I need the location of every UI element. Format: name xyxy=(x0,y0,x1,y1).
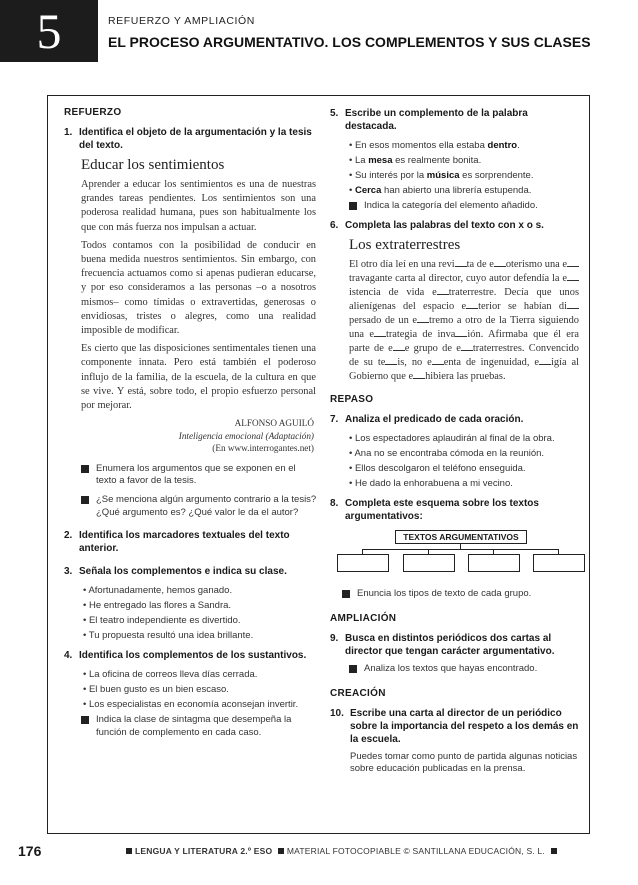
list-item: • Cerca han abierto una librería estupenda. xyxy=(349,183,579,198)
subquestion: Analiza los textos que hayas encontrado. xyxy=(349,663,579,676)
left-column xyxy=(48,96,318,745)
passage-paragraph: Aprender a educar los sentimientos es una de nuestras grandes tareas pendientes. Los sentimientos son una poderosa realidad humana, pues son habitualmente los que con más fuerza nos impulsan a actuar. xyxy=(81,179,316,233)
list-item: • Los espectadores aplaudirán al final de la obra. xyxy=(349,431,579,446)
question-7: 7. Analiza el predicado de cada oración. xyxy=(330,414,524,426)
page-number: 176 xyxy=(18,843,42,859)
q5-list xyxy=(349,138,579,198)
schema-leaf xyxy=(468,554,520,572)
question-5: 5. Escribe un complemento de la palabra destacada. xyxy=(330,108,528,132)
list-item: • He dado la enhorabuena a mi vecino. xyxy=(349,476,579,491)
subquestion: Enumera los argumentos que se exponen en el texto a favor de la tesis. xyxy=(81,463,318,488)
question-1: 1. Identifica el objeto de la argumentación y la tesis del texto. xyxy=(64,127,312,151)
list-item: • Ana no se encontraba cómoda en la reunión. xyxy=(349,446,579,461)
subquestion: Indica la categoría del elemento añadido. xyxy=(349,200,579,213)
fill-in-passage: El otro día leí en una revi ta de e oterismo una etravagante carta al director, cuyo autor defendía la eistencia de vida e traterrestre. Decía que unos alienígenas del espacio e terior se habían dipersado de un e tremo a otro de la Tierra siguiendo una e trategia de inva ión. Afirmaba que él era parte de e e grupo de e traterrestres. Convencido de su te is, no e enta de ingenuidad, e igía al Gobierno que e hibiera las pruebas. xyxy=(349,258,579,383)
subquestion: Indica la clase de sintagma que desempeña la función de complemento en cada caso. xyxy=(81,714,318,739)
passage-paragraph: Todos contamos con la posibilidad de conducir en buena medida nuestros sentimientos. Sin embargo, con frecuencia actuamos como si apenas pudieran educarse, y por eso consideramos a las personas –o a nosotros mismos– como tímidas o extravertidas, generosas o envidiosas, tristes o alegres, como una realidad imposible de modificar. xyxy=(81,239,316,337)
list-item: • El buen gusto es un bien escaso. xyxy=(83,682,318,697)
list-item: • Los especialistas en economía aconsejan invertir. xyxy=(83,697,318,712)
list-item: • Tu propuesta resultó una idea brillante. xyxy=(83,628,318,643)
q10-hint: Puedes tomar como punto de partida algunas noticias sobre educación publicadas en la prensa. xyxy=(350,750,578,775)
page-title: EL PROCESO ARGUMENTATIVO. LOS COMPLEMENTOS Y SUS CLASES xyxy=(108,34,591,50)
unit-number: 5 xyxy=(0,0,98,62)
passage-title: Los extraterrestres xyxy=(349,236,461,253)
schema-leaf xyxy=(533,554,585,572)
schema-leaf xyxy=(337,554,389,572)
question-4: 4. Identifica los complementos de los sustantivos. xyxy=(64,650,307,662)
section-refuerzo: REFUERZO xyxy=(64,107,122,118)
list-item: • Su interés por la música es sorprendente. xyxy=(349,168,579,183)
question-6: 6. Completa las palabras del texto con x o s. xyxy=(330,219,544,231)
schema-root: TEXTOS ARGUMENTATIVOS xyxy=(395,530,527,544)
right-column xyxy=(318,96,589,782)
list-item: • He entregado las flores a Sandra. xyxy=(83,598,318,613)
q4-list xyxy=(83,667,318,712)
exercise-frame xyxy=(47,95,590,834)
subquestion: ¿Se menciona algún argumento contrario a la tesis? ¿Qué argumento es? ¿Qué valor le da el autor? xyxy=(81,494,318,519)
citation: ALFONSO AGUILÓ Inteligencia emocional (Adaptación) (En www.interrogantes.net) xyxy=(178,418,314,454)
question-9: 9. Busca en distintos periódicos dos cartas al director que tengan carácter argumentativo. xyxy=(330,633,555,658)
list-item: • El teatro independiente es divertido. xyxy=(83,613,318,628)
q3-list xyxy=(83,583,318,643)
list-item: • La oficina de correos lleva días cerrada. xyxy=(83,667,318,682)
footer-credits: LENGUA Y LITERATURA 2.º ESO MATERIAL FOTOCOPIABLE © SANTILLANA EDUCACIÓN, S. L. xyxy=(123,846,560,856)
question-10: 10. Escribe una carta al director de un periódico sobre la importancia del respeto a los demás en la escuela. xyxy=(330,707,579,745)
passage-paragraph: Es cierto que las disposiciones sentimentales tienen una componente innata. Pero está también el poderoso influjo de la familia, de la escuela, de la cultura en que se vive. Y está, sobre todo, el propio esfuerzo personal por mejorar. xyxy=(81,343,316,412)
section-creacion: CREACIÓN xyxy=(330,687,386,699)
question-2: 2. Identifica los marcadores textuales del texto anterior. xyxy=(64,530,290,555)
section-ampliacion: AMPLIACIÓN xyxy=(330,613,397,625)
header-kicker: REFUERZO Y AMPLIACIÓN xyxy=(108,15,255,27)
list-item: • La mesa es realmente bonita. xyxy=(349,153,579,168)
q7-list xyxy=(349,431,579,491)
list-item: • En esos momentos ella estaba dentro. xyxy=(349,138,579,153)
schema-leaf xyxy=(403,554,455,572)
list-item: • Ellos descolgaron el teléfono enseguida. xyxy=(349,461,579,476)
question-3: 3. Señala los complementos e indica su clase. xyxy=(64,566,287,578)
schema-diagram xyxy=(330,528,579,582)
list-item: • Afortunadamente, hemos ganado. xyxy=(83,583,318,598)
subquestion: Enuncia los tipos de texto de cada grupo. xyxy=(342,588,579,601)
passage-title: Educar los sentimientos xyxy=(81,157,225,173)
section-repaso: REPASO xyxy=(330,394,374,406)
question-8: 8. Completa este esquema sobre los textos argumentativos: xyxy=(330,498,539,523)
